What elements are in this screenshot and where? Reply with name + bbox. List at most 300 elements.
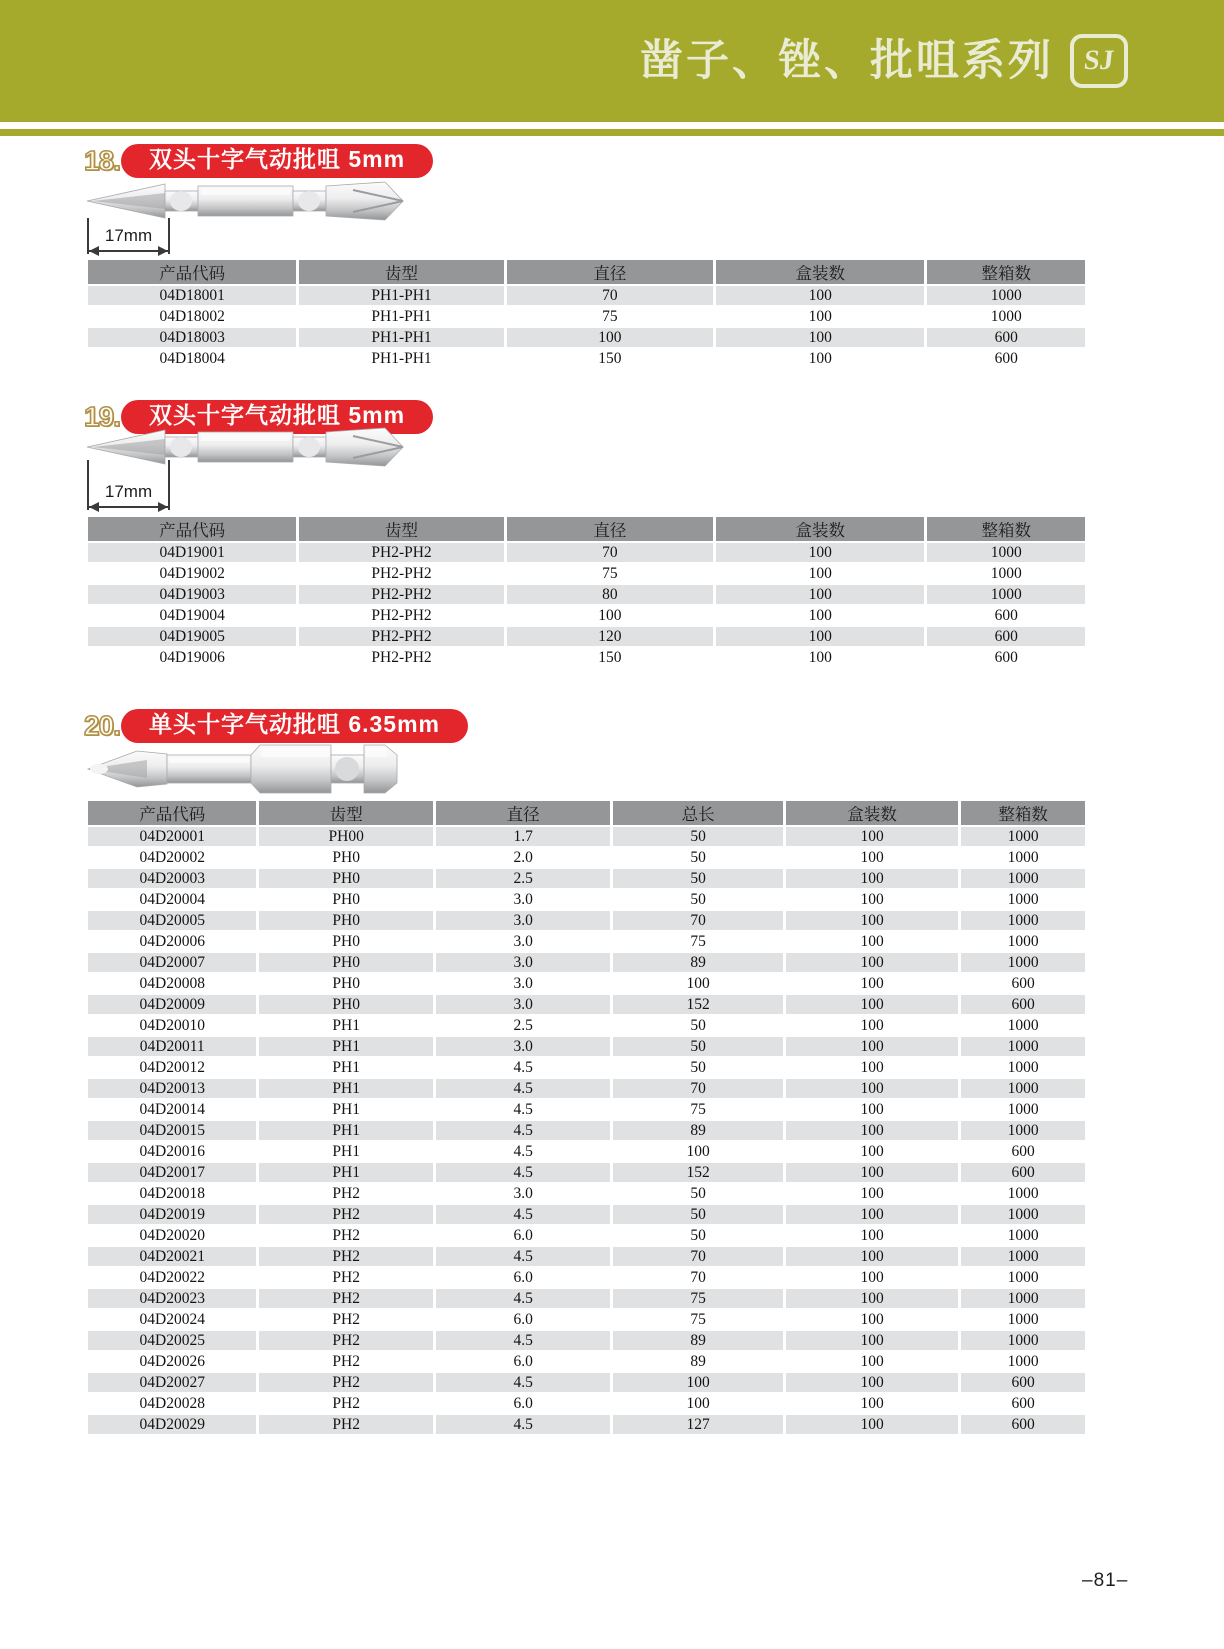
table-cell: 100 <box>786 1352 961 1373</box>
table-cell: 100 <box>786 1373 961 1394</box>
table-cell: 04D20027 <box>88 1373 259 1394</box>
column-header: 整箱数 <box>961 801 1085 827</box>
table-row <box>88 585 1085 606</box>
table-cell: 04D18002 <box>88 307 299 328</box>
table-cell: 4.5 <box>436 1415 613 1436</box>
table-cell: 04D20022 <box>88 1268 259 1289</box>
table-cell: 100 <box>716 564 927 585</box>
table-cell: 100 <box>507 328 716 349</box>
table-cell: 152 <box>613 1163 785 1184</box>
table-row <box>88 911 1085 932</box>
table-cell: 1000 <box>961 1100 1085 1121</box>
table-cell: 100 <box>786 827 961 848</box>
table-cell: PH2 <box>259 1310 435 1331</box>
table-cell: 70 <box>613 1247 785 1268</box>
table-cell: 04D20013 <box>88 1079 259 1100</box>
table-cell: 2.5 <box>436 869 613 890</box>
table-cell: PH0 <box>259 869 435 890</box>
table-cell: 04D20009 <box>88 995 259 1016</box>
table-cell: PH0 <box>259 953 435 974</box>
table-cell: 4.5 <box>436 1205 613 1226</box>
header-divider <box>0 129 1224 136</box>
table-row <box>88 869 1085 890</box>
table-cell: 2.0 <box>436 848 613 869</box>
products-table-18 <box>88 260 1085 370</box>
table-cell: 1000 <box>961 827 1085 848</box>
table-cell: 1000 <box>961 1289 1085 1310</box>
table-cell: 04D20003 <box>88 869 259 890</box>
table-row <box>88 890 1085 911</box>
table-cell: 100 <box>786 1184 961 1205</box>
table-cell: 600 <box>961 974 1085 995</box>
table-row <box>88 1016 1085 1037</box>
table-cell: 600 <box>961 1163 1085 1184</box>
table-row <box>88 1310 1085 1331</box>
table-cell: 4.5 <box>436 1373 613 1394</box>
table-row <box>88 1415 1085 1436</box>
table-cell: 100 <box>786 995 961 1016</box>
table-cell: 75 <box>613 932 785 953</box>
table-cell: 6.0 <box>436 1310 613 1331</box>
table-row <box>88 848 1085 869</box>
section-20-number: 20. <box>84 709 120 741</box>
table-cell: 3.0 <box>436 953 613 974</box>
table-cell: 100 <box>786 1268 961 1289</box>
table-cell: 100 <box>716 648 927 669</box>
section-19-title-banner: 双头十字气动批咀 5mm <box>121 400 433 434</box>
table-cell: 600 <box>961 1373 1085 1394</box>
table-cell: 70 <box>613 1268 785 1289</box>
table-cell: 3.0 <box>436 932 613 953</box>
table-row <box>88 606 1085 627</box>
table-cell: 50 <box>613 890 785 911</box>
table-cell: 04D20006 <box>88 932 259 953</box>
table-header-row <box>88 517 1085 543</box>
table-cell: 4.5 <box>436 1100 613 1121</box>
column-header: 齿型 <box>299 517 506 543</box>
column-header: 产品代码 <box>88 517 299 543</box>
table-cell: PH2-PH2 <box>299 564 506 585</box>
table-row <box>88 564 1085 585</box>
table-cell: 3.0 <box>436 890 613 911</box>
table-cell: PH0 <box>259 890 435 911</box>
table-cell: 100 <box>786 1205 961 1226</box>
table-cell: 04D20014 <box>88 1100 259 1121</box>
table-cell: 70 <box>507 543 716 564</box>
table-cell: 1000 <box>927 564 1085 585</box>
table-cell: 04D20005 <box>88 911 259 932</box>
table-row <box>88 1247 1085 1268</box>
table-cell: 600 <box>961 995 1085 1016</box>
table-cell: 3.0 <box>436 995 613 1016</box>
table-cell: PH1-PH1 <box>299 286 506 307</box>
table-cell: PH1 <box>259 1058 435 1079</box>
table-cell: PH1 <box>259 1016 435 1037</box>
table-cell: 100 <box>786 1289 961 1310</box>
table-cell: 600 <box>927 648 1085 669</box>
table-cell: 04D20002 <box>88 848 259 869</box>
table-cell: 600 <box>927 328 1085 349</box>
table-cell: 3.0 <box>436 1184 613 1205</box>
table-cell: 100 <box>507 606 716 627</box>
page-title: 凿子、锉、批咀系列 <box>640 36 1054 85</box>
table-row <box>88 1100 1085 1121</box>
table-cell: 100 <box>786 1016 961 1037</box>
table-cell: 04D20008 <box>88 974 259 995</box>
table-cell: 04D20024 <box>88 1310 259 1331</box>
table-cell: PH1-PH1 <box>299 328 506 349</box>
table-cell: 100 <box>786 1100 961 1121</box>
table-cell: 100 <box>786 1121 961 1142</box>
table-cell: 100 <box>716 627 927 648</box>
table-cell: 4.5 <box>436 1289 613 1310</box>
table-cell: 100 <box>613 1373 785 1394</box>
single-end-bit-image <box>85 742 400 796</box>
brand-logo-icon <box>1070 34 1128 88</box>
table-cell: 50 <box>613 869 785 890</box>
table-cell: 4.5 <box>436 1163 613 1184</box>
table-cell: 04D20016 <box>88 1142 259 1163</box>
dimension-arrow <box>89 506 168 508</box>
table-cell: 4.5 <box>436 1121 613 1142</box>
table-row <box>88 1205 1085 1226</box>
table-row <box>88 1037 1085 1058</box>
section-19-number: 19. <box>84 400 120 432</box>
table-cell: 70 <box>507 286 716 307</box>
table-cell: PH1 <box>259 1037 435 1058</box>
table-row <box>88 974 1085 995</box>
table-cell: 100 <box>716 307 927 328</box>
table-row <box>88 1373 1085 1394</box>
table-cell: 152 <box>613 995 785 1016</box>
table-cell: PH1 <box>259 1163 435 1184</box>
table-cell: 4.5 <box>436 1247 613 1268</box>
table-cell: 1000 <box>961 890 1085 911</box>
table-cell: PH1 <box>259 1100 435 1121</box>
table-row <box>88 307 1085 328</box>
table-cell: 1000 <box>961 911 1085 932</box>
table-cell: 100 <box>613 1394 785 1415</box>
table-cell: 04D20026 <box>88 1352 259 1373</box>
table-cell: 100 <box>786 890 961 911</box>
table-cell: 1000 <box>961 1205 1085 1226</box>
table-cell: 1000 <box>961 1331 1085 1352</box>
table-row <box>88 995 1085 1016</box>
table-cell: 1000 <box>961 953 1085 974</box>
column-header: 盒装数 <box>716 517 927 543</box>
table-cell: 1000 <box>961 932 1085 953</box>
table-cell: 600 <box>927 627 1085 648</box>
table-cell: PH2 <box>259 1205 435 1226</box>
table-row <box>88 1394 1085 1415</box>
table-cell: 70 <box>613 1079 785 1100</box>
dimension-label: 17mm <box>104 226 153 245</box>
table-cell: 100 <box>613 1142 785 1163</box>
table-row <box>88 1226 1085 1247</box>
table-cell: 100 <box>786 974 961 995</box>
table-row <box>88 1331 1085 1352</box>
table-cell: 100 <box>786 1058 961 1079</box>
table-cell: PH00 <box>259 827 435 848</box>
column-header: 直径 <box>507 260 716 286</box>
table-cell: PH2 <box>259 1331 435 1352</box>
table-row <box>88 953 1085 974</box>
table-cell: 100 <box>716 543 927 564</box>
table-cell: 04D19003 <box>88 585 299 606</box>
table-cell: 100 <box>786 1079 961 1100</box>
table-cell: 04D20007 <box>88 953 259 974</box>
table-cell: 100 <box>786 932 961 953</box>
table-cell: 1000 <box>961 869 1085 890</box>
column-header: 齿型 <box>259 801 435 827</box>
table-cell: 1000 <box>961 1079 1085 1100</box>
table-cell: 04D18003 <box>88 328 299 349</box>
table-cell: 50 <box>613 1058 785 1079</box>
table-cell: 04D19002 <box>88 564 299 585</box>
table-cell: 50 <box>613 848 785 869</box>
section-18-number: 18. <box>84 144 120 176</box>
table-cell: 04D20023 <box>88 1289 259 1310</box>
table-cell: 1000 <box>961 1226 1085 1247</box>
table-row <box>88 1058 1085 1079</box>
table-cell: PH2 <box>259 1247 435 1268</box>
table-row <box>88 1079 1085 1100</box>
table-cell: 50 <box>613 1184 785 1205</box>
table-cell: 1000 <box>961 1121 1085 1142</box>
table-cell: PH2 <box>259 1394 435 1415</box>
table-cell: 1000 <box>927 307 1085 328</box>
table-cell: 75 <box>507 564 716 585</box>
table-cell: 04D19001 <box>88 543 299 564</box>
table-cell: 80 <box>507 585 716 606</box>
table-cell: 1000 <box>961 1310 1085 1331</box>
table-cell: PH1 <box>259 1079 435 1100</box>
table-cell: 100 <box>786 1142 961 1163</box>
table-cell: PH2-PH2 <box>299 606 506 627</box>
table-cell: PH2 <box>259 1289 435 1310</box>
table-row <box>88 1142 1085 1163</box>
table-cell: 100 <box>786 1394 961 1415</box>
products-table-20 <box>88 801 1085 1436</box>
table-cell: 04D19005 <box>88 627 299 648</box>
table-cell: 04D20025 <box>88 1331 259 1352</box>
table-cell: 89 <box>613 1352 785 1373</box>
column-header: 产品代码 <box>88 801 259 827</box>
table-cell: 1000 <box>927 543 1085 564</box>
table-cell: 04D20012 <box>88 1058 259 1079</box>
table-cell: 1000 <box>961 1352 1085 1373</box>
table-cell: PH1-PH1 <box>299 307 506 328</box>
table-cell: 100 <box>716 286 927 307</box>
table-cell: 50 <box>613 1016 785 1037</box>
column-header: 直径 <box>436 801 613 827</box>
table-row <box>88 1163 1085 1184</box>
table-cell: 1.7 <box>436 827 613 848</box>
column-header: 总长 <box>613 801 785 827</box>
table-cell: PH2 <box>259 1352 435 1373</box>
table-cell: 100 <box>786 953 961 974</box>
table-cell: 1000 <box>961 1058 1085 1079</box>
table-cell: 3.0 <box>436 911 613 932</box>
section-20-header <box>84 709 468 743</box>
table-cell: 150 <box>507 349 716 370</box>
table-cell: 100 <box>786 1037 961 1058</box>
table-cell: 1000 <box>927 286 1085 307</box>
table-cell: 04D20001 <box>88 827 259 848</box>
table-cell: 04D20019 <box>88 1205 259 1226</box>
table-cell: 6.0 <box>436 1268 613 1289</box>
table-cell: 100 <box>613 974 785 995</box>
table-cell: 1000 <box>961 1268 1085 1289</box>
table-row <box>88 1121 1085 1142</box>
table-cell: 4.5 <box>436 1142 613 1163</box>
table-cell: 100 <box>786 1310 961 1331</box>
table-row <box>88 1268 1085 1289</box>
table-cell: 6.0 <box>436 1352 613 1373</box>
table-cell: 600 <box>961 1394 1085 1415</box>
table-cell: 150 <box>507 648 716 669</box>
table-cell: 75 <box>507 307 716 328</box>
table-cell: 04D20017 <box>88 1163 259 1184</box>
table-cell: PH2 <box>259 1226 435 1247</box>
table-cell: 89 <box>613 1121 785 1142</box>
table-row <box>88 543 1085 564</box>
table-row <box>88 627 1085 648</box>
table-cell: 04D20004 <box>88 890 259 911</box>
column-header: 整箱数 <box>927 517 1085 543</box>
table-cell: PH0 <box>259 848 435 869</box>
table-cell: PH1 <box>259 1121 435 1142</box>
column-header: 直径 <box>507 517 716 543</box>
table-cell: 600 <box>927 349 1085 370</box>
table-cell: PH2-PH2 <box>299 627 506 648</box>
dimension-arrow <box>89 250 168 252</box>
table-row <box>88 932 1085 953</box>
table-cell: 89 <box>613 1331 785 1352</box>
table-row <box>88 1184 1085 1205</box>
table-row <box>88 1352 1085 1373</box>
table-row <box>88 827 1085 848</box>
column-header: 盒装数 <box>716 260 927 286</box>
table-cell: 1000 <box>961 1037 1085 1058</box>
table-cell: PH2 <box>259 1184 435 1205</box>
table-cell: 70 <box>613 911 785 932</box>
table-cell: 50 <box>613 1037 785 1058</box>
table-header-row <box>88 260 1085 286</box>
table-cell: PH0 <box>259 995 435 1016</box>
table-cell: 75 <box>613 1289 785 1310</box>
table-cell: PH0 <box>259 911 435 932</box>
table-cell: 100 <box>786 911 961 932</box>
table-cell: 75 <box>613 1100 785 1121</box>
table-cell: 04D19004 <box>88 606 299 627</box>
table-cell: 600 <box>961 1142 1085 1163</box>
table-cell: 100 <box>786 1163 961 1184</box>
table-cell: 100 <box>716 606 927 627</box>
table-cell: 04D18004 <box>88 349 299 370</box>
dimension-marker <box>87 460 170 510</box>
table-row <box>88 349 1085 370</box>
column-header: 产品代码 <box>88 260 299 286</box>
table-row <box>88 286 1085 307</box>
table-cell: 120 <box>507 627 716 648</box>
table-cell: 50 <box>613 1226 785 1247</box>
table-cell: 3.0 <box>436 1037 613 1058</box>
section-20-title-banner: 单头十字气动批咀 6.35mm <box>121 709 468 743</box>
table-cell: 100 <box>786 1415 961 1436</box>
table-cell: PH1-PH1 <box>299 349 506 370</box>
table-cell: 1000 <box>961 1247 1085 1268</box>
table-cell: 04D19006 <box>88 648 299 669</box>
table-cell: 6.0 <box>436 1394 613 1415</box>
table-row <box>88 328 1085 349</box>
table-cell: PH2 <box>259 1373 435 1394</box>
table-cell: 89 <box>613 953 785 974</box>
table-cell: 1000 <box>961 1016 1085 1037</box>
table-cell: 100 <box>786 1247 961 1268</box>
table-cell: 4.5 <box>436 1079 613 1100</box>
page-header <box>0 0 1224 122</box>
table-cell: 100 <box>786 1331 961 1352</box>
table-cell: 4.5 <box>436 1058 613 1079</box>
table-cell: 04D20021 <box>88 1247 259 1268</box>
column-header: 盒装数 <box>786 801 961 827</box>
table-cell: 6.0 <box>436 1226 613 1247</box>
table-cell: PH2 <box>259 1268 435 1289</box>
table-cell: PH2 <box>259 1415 435 1436</box>
table-cell: 04D20015 <box>88 1121 259 1142</box>
dimension-label: 17mm <box>104 482 153 501</box>
table-cell: 50 <box>613 1205 785 1226</box>
table-cell: 04D20029 <box>88 1415 259 1436</box>
table-cell: 04D20010 <box>88 1016 259 1037</box>
table-cell: 3.0 <box>436 974 613 995</box>
table-cell: 1000 <box>927 585 1085 606</box>
table-cell: 75 <box>613 1310 785 1331</box>
table-cell: 04D18001 <box>88 286 299 307</box>
table-cell: PH2-PH2 <box>299 585 506 606</box>
table-cell: 04D20011 <box>88 1037 259 1058</box>
table-cell: PH0 <box>259 974 435 995</box>
section-18-title-banner: 双头十字气动批咀 5mm <box>121 144 433 178</box>
table-cell: 600 <box>927 606 1085 627</box>
table-cell: PH2-PH2 <box>299 648 506 669</box>
table-cell: 50 <box>613 827 785 848</box>
table-cell: 100 <box>786 848 961 869</box>
table-cell: PH0 <box>259 932 435 953</box>
table-header-row <box>88 801 1085 827</box>
section-18-header <box>84 144 433 178</box>
table-cell: 100 <box>716 585 927 606</box>
table-cell: PH2-PH2 <box>299 543 506 564</box>
products-table-19 <box>88 517 1085 669</box>
table-cell: 04D20018 <box>88 1184 259 1205</box>
table-cell: 2.5 <box>436 1016 613 1037</box>
table-cell: 1000 <box>961 848 1085 869</box>
table-cell: 100 <box>786 869 961 890</box>
column-header: 整箱数 <box>927 260 1085 286</box>
brand-logo-text: SJ <box>1082 45 1116 76</box>
table-row <box>88 648 1085 669</box>
table-row <box>88 1289 1085 1310</box>
table-cell: 127 <box>613 1415 785 1436</box>
table-cell: 1000 <box>961 1184 1085 1205</box>
page-number: –81– <box>1082 1570 1129 1591</box>
table-cell: 04D20028 <box>88 1394 259 1415</box>
table-cell: 600 <box>961 1415 1085 1436</box>
table-cell: 04D20020 <box>88 1226 259 1247</box>
table-cell: 4.5 <box>436 1331 613 1352</box>
